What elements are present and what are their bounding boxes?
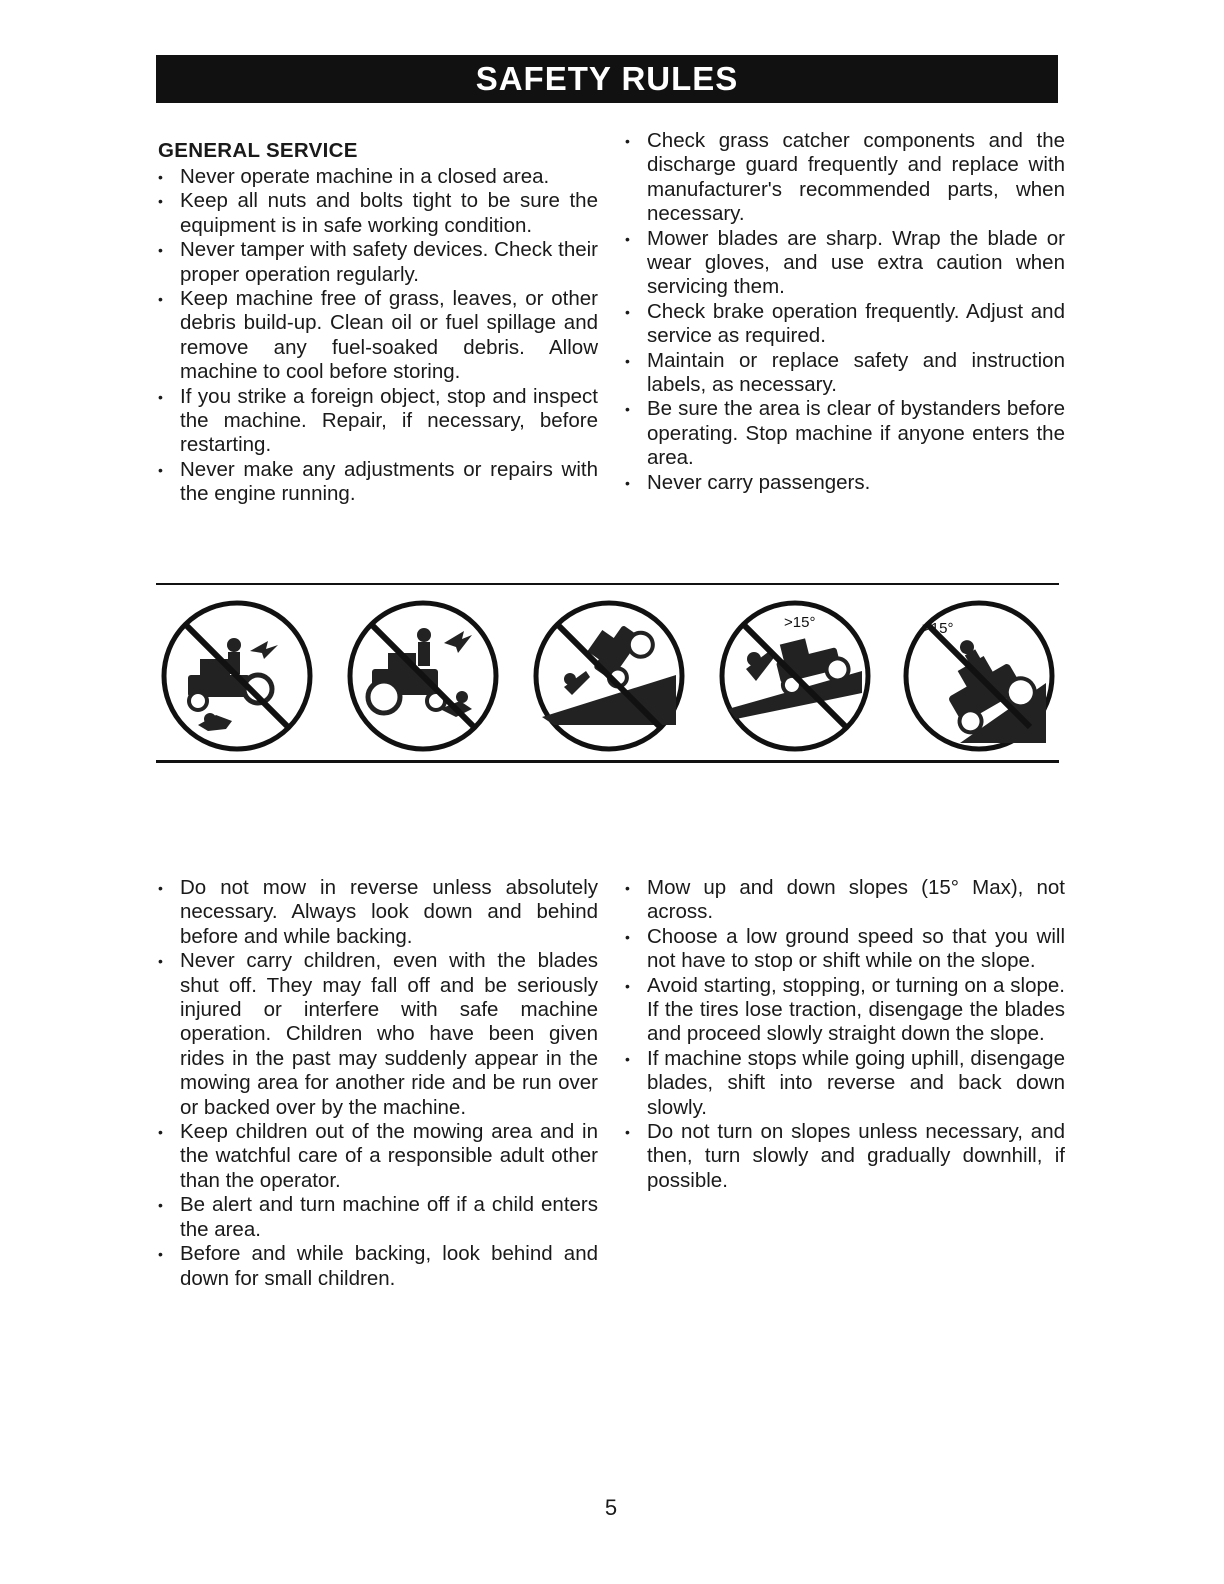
general-service-continued-section <box>625 129 1065 495</box>
list-item: • Check brake operation frequently. Adjust and service as required. <box>625 300 1065 349</box>
no-mowing-steep-slope-across-icon <box>900 597 1058 755</box>
angle-label: >15° <box>922 620 954 637</box>
list-item: • Keep all nuts and bolts tight to be sure the equipment is in safe working condition. <box>158 189 598 238</box>
page-number: 5 <box>604 1495 618 1520</box>
bullet-list <box>625 876 1065 1193</box>
list-item: • Be alert and turn machine off if a child enters the area. <box>158 1193 598 1242</box>
list-item: • Keep children out of the mowing area and in the watchful care of a responsible adult other than the operator. <box>158 1120 598 1193</box>
list-item: • Mow up and down slopes (15° Max), not across. <box>625 876 1065 925</box>
list-item: • Be sure the area is clear of bystanders before operating. Stop machine if anyone enters the area. <box>625 397 1065 470</box>
bullet-list <box>625 129 1065 495</box>
list-item: • Avoid starting, stopping, or turning on a slope. If the tires lose traction, disengage the blades and proceed slowly straight down the slope. <box>625 974 1065 1047</box>
list-item: • Never tamper with safety devices. Check their proper operation regularly. <box>158 238 598 287</box>
no-children-near-mower-icon <box>158 597 316 755</box>
bullet-list <box>158 876 598 1291</box>
list-item: • Mower blades are sharp. Wrap the blade or wear gloves, and use extra caution when servicing them. <box>625 227 1065 300</box>
no-reverse-over-child-icon <box>344 597 502 755</box>
angle-label: >15° <box>784 614 816 631</box>
slope-operation-section <box>625 876 1065 1193</box>
list-item: • Do not turn on slopes unless necessary, and then, turn slowly and gradually downhill, if possible. <box>625 1120 1065 1193</box>
page-title: SAFETY RULES <box>156 55 1058 103</box>
list-item: • Keep machine free of grass, leaves, or other debris build-up. Clean oil or fuel spillage and remove any fuel-soaked debris. Allow machine to cool before storing. <box>158 287 598 385</box>
list-item: • Never carry children, even with the blades shut off. They may fall off and be seriously injured or interfere with safe machine operation. Children who have been given rides in the past may suddenly appear in the mowing area for another ride and be run over or backed over by the machine. <box>158 949 598 1120</box>
divider <box>156 760 1059 763</box>
safety-illustrations <box>156 597 1059 755</box>
no-tipping-on-slope-icon <box>530 597 688 755</box>
list-item: • Before and while backing, look behind and down for small children. <box>158 1242 598 1291</box>
list-item: • Choose a low ground speed so that you will not have to stop or shift while on the slope. <box>625 925 1065 974</box>
bullet-list <box>158 165 598 507</box>
list-item: • If machine stops while going uphill, disengage blades, shift into reverse and back down slowly. <box>625 1047 1065 1120</box>
list-item: • Check grass catcher components and the discharge guard frequently and replace with manufacturer's recommended parts, when necessary. <box>625 129 1065 227</box>
list-item: • Never make any adjustments or repairs with the engine running. <box>158 458 598 507</box>
children-safety-section <box>158 876 598 1291</box>
list-item: • Maintain or replace safety and instruction labels, as necessary. <box>625 349 1065 398</box>
divider <box>156 583 1059 585</box>
no-mowing-steep-slope-up-icon <box>716 597 874 755</box>
list-item: • Never operate machine in a closed area. <box>158 165 598 189</box>
list-item: • Never carry passengers. <box>625 471 1065 495</box>
section-heading: GENERAL SERVICE <box>158 139 358 162</box>
list-item: • Do not mow in reverse unless absolutely necessary. Always look down and behind before and while backing. <box>158 876 598 949</box>
general-service-section <box>158 139 598 507</box>
list-item: • If you strike a foreign object, stop and inspect the machine. Repair, if necessary, before restarting. <box>158 385 598 458</box>
